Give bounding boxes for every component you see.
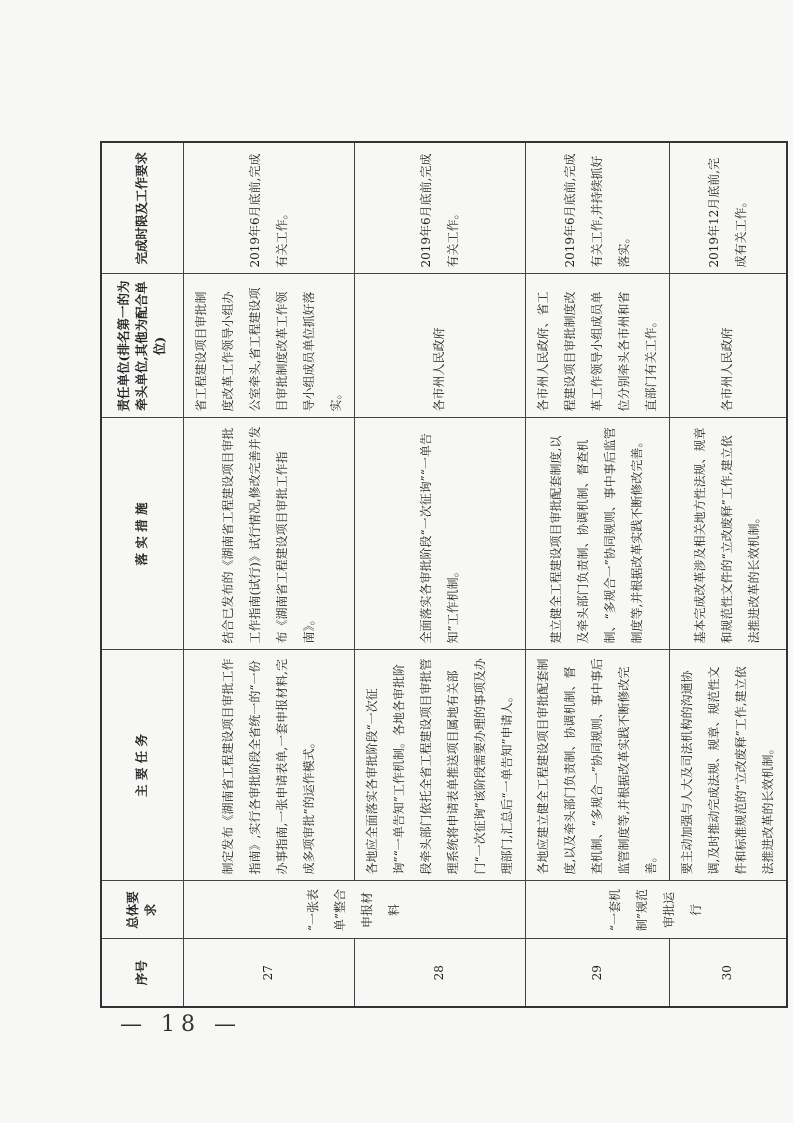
cell-measures: 建立健全工程建设项目审批配套制度,以及牵头部门负责制、协调机制、督查机制、“多规合一”协同规则、事中事后监管制度等,并根据改革实践不断修改完善。 xyxy=(525,418,669,650)
header-responsible: 责任单位(排名第一的为牵头单位,其他为配合单位) xyxy=(101,274,183,418)
cell-deadline: 2019年6月底前,完成有关工作,并持续抓好落实。 xyxy=(525,142,669,274)
cell-seq: 29 xyxy=(525,939,669,1007)
cell-task: 制定发布《湖南省工程建设项目审批工作指南》,实行各审批阶段全省统一的“一份办事指南,一张申请表单,一套申报材料,完成多项审批”的运作模式。 xyxy=(183,650,354,881)
cell-task: 要主动加强与人大及司法机构的沟通协调,及时推动完成法规、规章、规范性文件和标准规范的“立改废释”工作,建立依法推进改革的长效机制。 xyxy=(669,650,787,881)
cell-responsible: 各市州人民政府、省工程建设项目审批制度改革工作领导小组成员单位分别牵头各市州和省直部门有关工作。 xyxy=(525,274,669,418)
header-measures: 落 实 措 施 xyxy=(101,418,183,650)
task-table xyxy=(100,141,788,1008)
cell-task: 各地应全面落实各审批阶段“一次征询”“一单告知”工作机制。各地各审批阶段牵头部门依托全省工程建设项目审批管理系统将申请表单推送项目属地有关部门“一次征询”该阶段需要办理的事项及办理部门,汇总后“一单告知”申请人。 xyxy=(354,650,525,881)
cell-deadline: 2019年6月底前,完成有关工作。 xyxy=(183,142,354,274)
header-req: 总体要求 xyxy=(101,881,183,939)
cell-seq: 27 xyxy=(183,939,354,1007)
cell-req: “一套机制”规范审批运行 xyxy=(525,881,787,939)
cell-deadline: 2019年12月底前,完成有关工作。 xyxy=(669,142,787,274)
header-task: 主 要 任 务 xyxy=(101,650,183,881)
cell-deadline: 2019年6月底前,完成有关工作。 xyxy=(354,142,525,274)
table-row xyxy=(669,142,787,1007)
cell-responsible: 省工程建设项目审批制度改革工作领导小组办公室牵头,省工程建设项目审批制度改革工作领导小组成员单位抓好落实。 xyxy=(183,274,354,418)
rotated-table-wrapper xyxy=(100,143,775,1008)
cell-responsible: 各市州人民政府 xyxy=(669,274,787,418)
table-row xyxy=(354,142,525,1007)
table-header-row xyxy=(101,142,183,1007)
header-seq: 序号 xyxy=(101,939,183,1007)
cell-seq: 30 xyxy=(669,939,787,1007)
cell-seq: 28 xyxy=(354,939,525,1007)
table-row xyxy=(183,142,354,1007)
cell-measures: 基本完成改革涉及相关地方性法规、规章和规范性文件的“立改废释”工作,建立依法推进改革的长效机制。 xyxy=(669,418,787,650)
header-deadline: 完成时限及工作要求 xyxy=(101,142,183,274)
page-number: — 18 — xyxy=(120,1012,242,1037)
cell-measures: 结合已发布的《湖南省工程建设项目审批工作指南(试行)》试行情况,修改完善并发布《湖南省工程建设项目审批工作指南》。 xyxy=(183,418,354,650)
cell-responsible: 各市州人民政府 xyxy=(354,274,525,418)
cell-measures: 全面落实各审批阶段“一次征询”“一单告知”工作机制。 xyxy=(354,418,525,650)
cell-task: 各地应建立健全工程建设项目审批配套制度,以及牵头部门负责制、协调机制、督查机制、“多规合一”协同规则、事中事后监管制度等,并根据改革实践不断修改完善。 xyxy=(525,650,669,881)
table-row xyxy=(525,142,669,1007)
cell-req: “一张表单”整合申报材料 xyxy=(183,881,525,939)
